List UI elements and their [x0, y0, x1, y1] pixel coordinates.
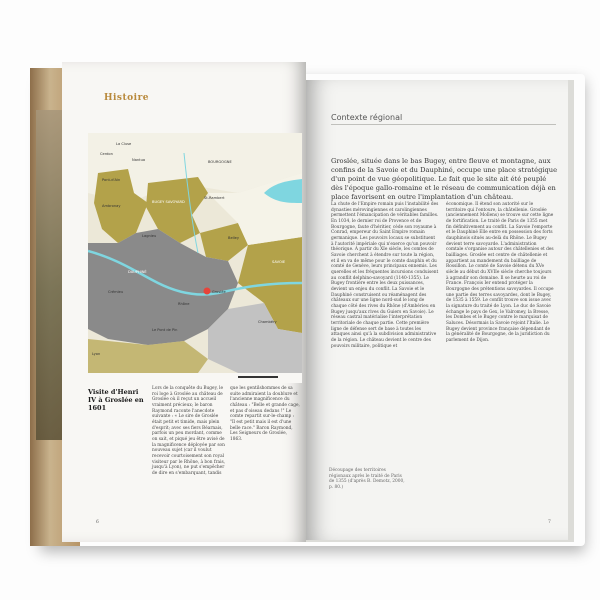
map-label-pont-ain: Pont-d'Ain — [102, 178, 121, 182]
left-text-column-2: que les gentilshommes de sa suite admiraient la doublure et l'ancienne magnificence du château : "Belle et grande cage, et pas d'oiseau dedans !" Le comte repartit sur-le-champ : "Il est petit mais il est d'une belle race." Baron Raymond, Les Seigneurs de Groslée, 1863. — [230, 386, 300, 443]
map-label-savoie: SAVOIE — [272, 260, 286, 264]
map-label-rhone: Rhône — [178, 302, 190, 306]
map-label-nantua: Nantua — [132, 158, 146, 162]
right-text-column-1: La chute de l'Empire romain puis l'instabilité des dynasties mérovingiennes et carolingiennes permettent l'émancipation de véritables familles. En 1034, le dernier roi de Provence et de Bourgogne, faute d'héritier, cède son royaume à Conrad, empereur du Saint Empire romain germanique. Les pouvoirs locaux se substituent à l'autorité impériale qui n'exerce qu'un pouvoir théorique. À partir du XIe siècle, les comtes de Savoie cherchent à étendre sur toute la région, et il en va de même pour le comte dauphin et du comté de Genève, leurs principaux ennemis. Les querelles et les fréquentes incursions conduisent au conflit delphino-savoyard (1140-1355). Le Bugey frontière entre les deux puissances, devient un enjeu du conflit. La Savoie et le Dauphiné construisent ou réaménagent des châteaux sur une ligne nord-sud le long de chaque côté des rives du Rhône (d'Ambérieu en Bugey jusqu'aux rives du Guiers en Savoie). Le réseau castral matérialise l'interprétation territoriale de chaque partie. Cette première ligne de défense sert de base à toutes les attaques ainsi qu'à la subdivision administrative de la région. Le château devient le centre des pouvoirs militaire, politique et — [331, 202, 439, 349]
title-rule — [331, 124, 556, 125]
right-text-column-2: économique. Il étend son autorité sur le territoire qui l'entoure, la châtellenie. Groslée (anciennement Mollens) se trouve sur cette ligne de fortification. Le traité de Paris de 1355 met fin définitivement au conflit. La Savoie l'emporte et le Dauphiné Elle entre en possession des forts dauphinois situés au-delà du Rhône. Le Bugey devient terre savoyarde. L'administration comtale s'organise autour des châtellenies et des bailliages. Groslée est centre de châtellenie et appartient au mandement du bailliage de Rossillon. Le comté de Savoie détenu du XVe siècle au début du XVIIe siècle cherche toujours à agrandir son domaine. Il se heurte au roi de France. François Ier entend protéger la Bourgogne des prétentions savoyardes. Il occupe une partie des terres savoyardes, dont le Bugey, de 1535 à 1559. Le conflit trouve son issue avec la signature du traité de Lyon. Le duc de Savoie échange le pays de Gex, le Valromey, la Bresse, les Dombes et le Bugey contre le marquisat de Saluces. Désormais la Savoie rejoint l'Italie. Le Bugey devient province française dépendant de la généralité de Bourgogne, de la juridiction du parlement de Dijon. — [446, 202, 554, 344]
map-scale-bar — [238, 376, 278, 378]
inset-caption-title: Visite d'Henri IV à Groslée en 1601 — [88, 388, 144, 413]
lead-paragraph: Groslée, située dans le bas Bugey, entre fleuve et montagne, aux confins de la Savoie et du Dauphiné, occupe une place stratégique d'un point de vue géopolitique. Le fait que le site ait été peuplé dès l'époque gallo-romaine et le réseau de communication déjà en place favorisent en outre l'implantation d'un château. — [331, 157, 558, 202]
map-label-st-rambert: St-Rambert — [204, 196, 225, 200]
map-label-groslee: Groslée — [212, 290, 226, 294]
map-label-lagnieu: Lagnieu — [142, 234, 157, 238]
map-label-ambronay: Ambronay — [102, 204, 121, 208]
left-page-number: 6 — [96, 520, 99, 525]
map-label-bourgogne: BOURGOGNE — [208, 160, 232, 164]
historical-map — [88, 133, 302, 383]
map-label-lyon: Lyon — [92, 352, 101, 356]
map-label-le-pont: Le Pont de Pin — [152, 328, 178, 332]
map-label-bugey-savoyard: BUGEY SAVOYARD — [152, 200, 185, 204]
map-label-chambery: Chambéry — [258, 320, 277, 324]
map-marker-groslee — [204, 288, 211, 295]
right-page-number: 7 — [548, 520, 551, 525]
map-label-belley: Belley — [228, 236, 240, 240]
map-label-la-cluse: La Cluse — [116, 142, 132, 146]
map-label-cerdon: Cerdon — [100, 152, 113, 156]
left-text-column-1: Lors de la conquête du Bugey, le roi loge à Groslée au château de Groslée où il reçut un accueil vraiment précieux; le baron Raymond raconte l'anecdote suivante : « Le sire de Groslée était petit et timide, mais plein d'esprit; avec ses fiers Béarnais, parfois un peu mordant, comme on sait, et piqué jeu être avisé de la magnificence déployée par son nouveau sujet (car il voulut recevoir courtoisement son royal visiteur par le Rhône, à bon frais, jusqu'à Lyon), ne put s'empêcher de dire en s'embarquant, tandis — [152, 386, 226, 477]
map-caption: Découpage des territoires régionaux après le traité de Paris de 1355 (d'après B. Demotz, 2000, p. 80.) — [329, 468, 405, 490]
map-label-dauphine: DAUPHINÉ — [128, 270, 147, 274]
section-title-histoire: Histoire — [104, 93, 150, 103]
section-title-contexte: Contexte régional — [331, 113, 403, 122]
map-label-cremieu: Crémieu — [108, 290, 124, 294]
